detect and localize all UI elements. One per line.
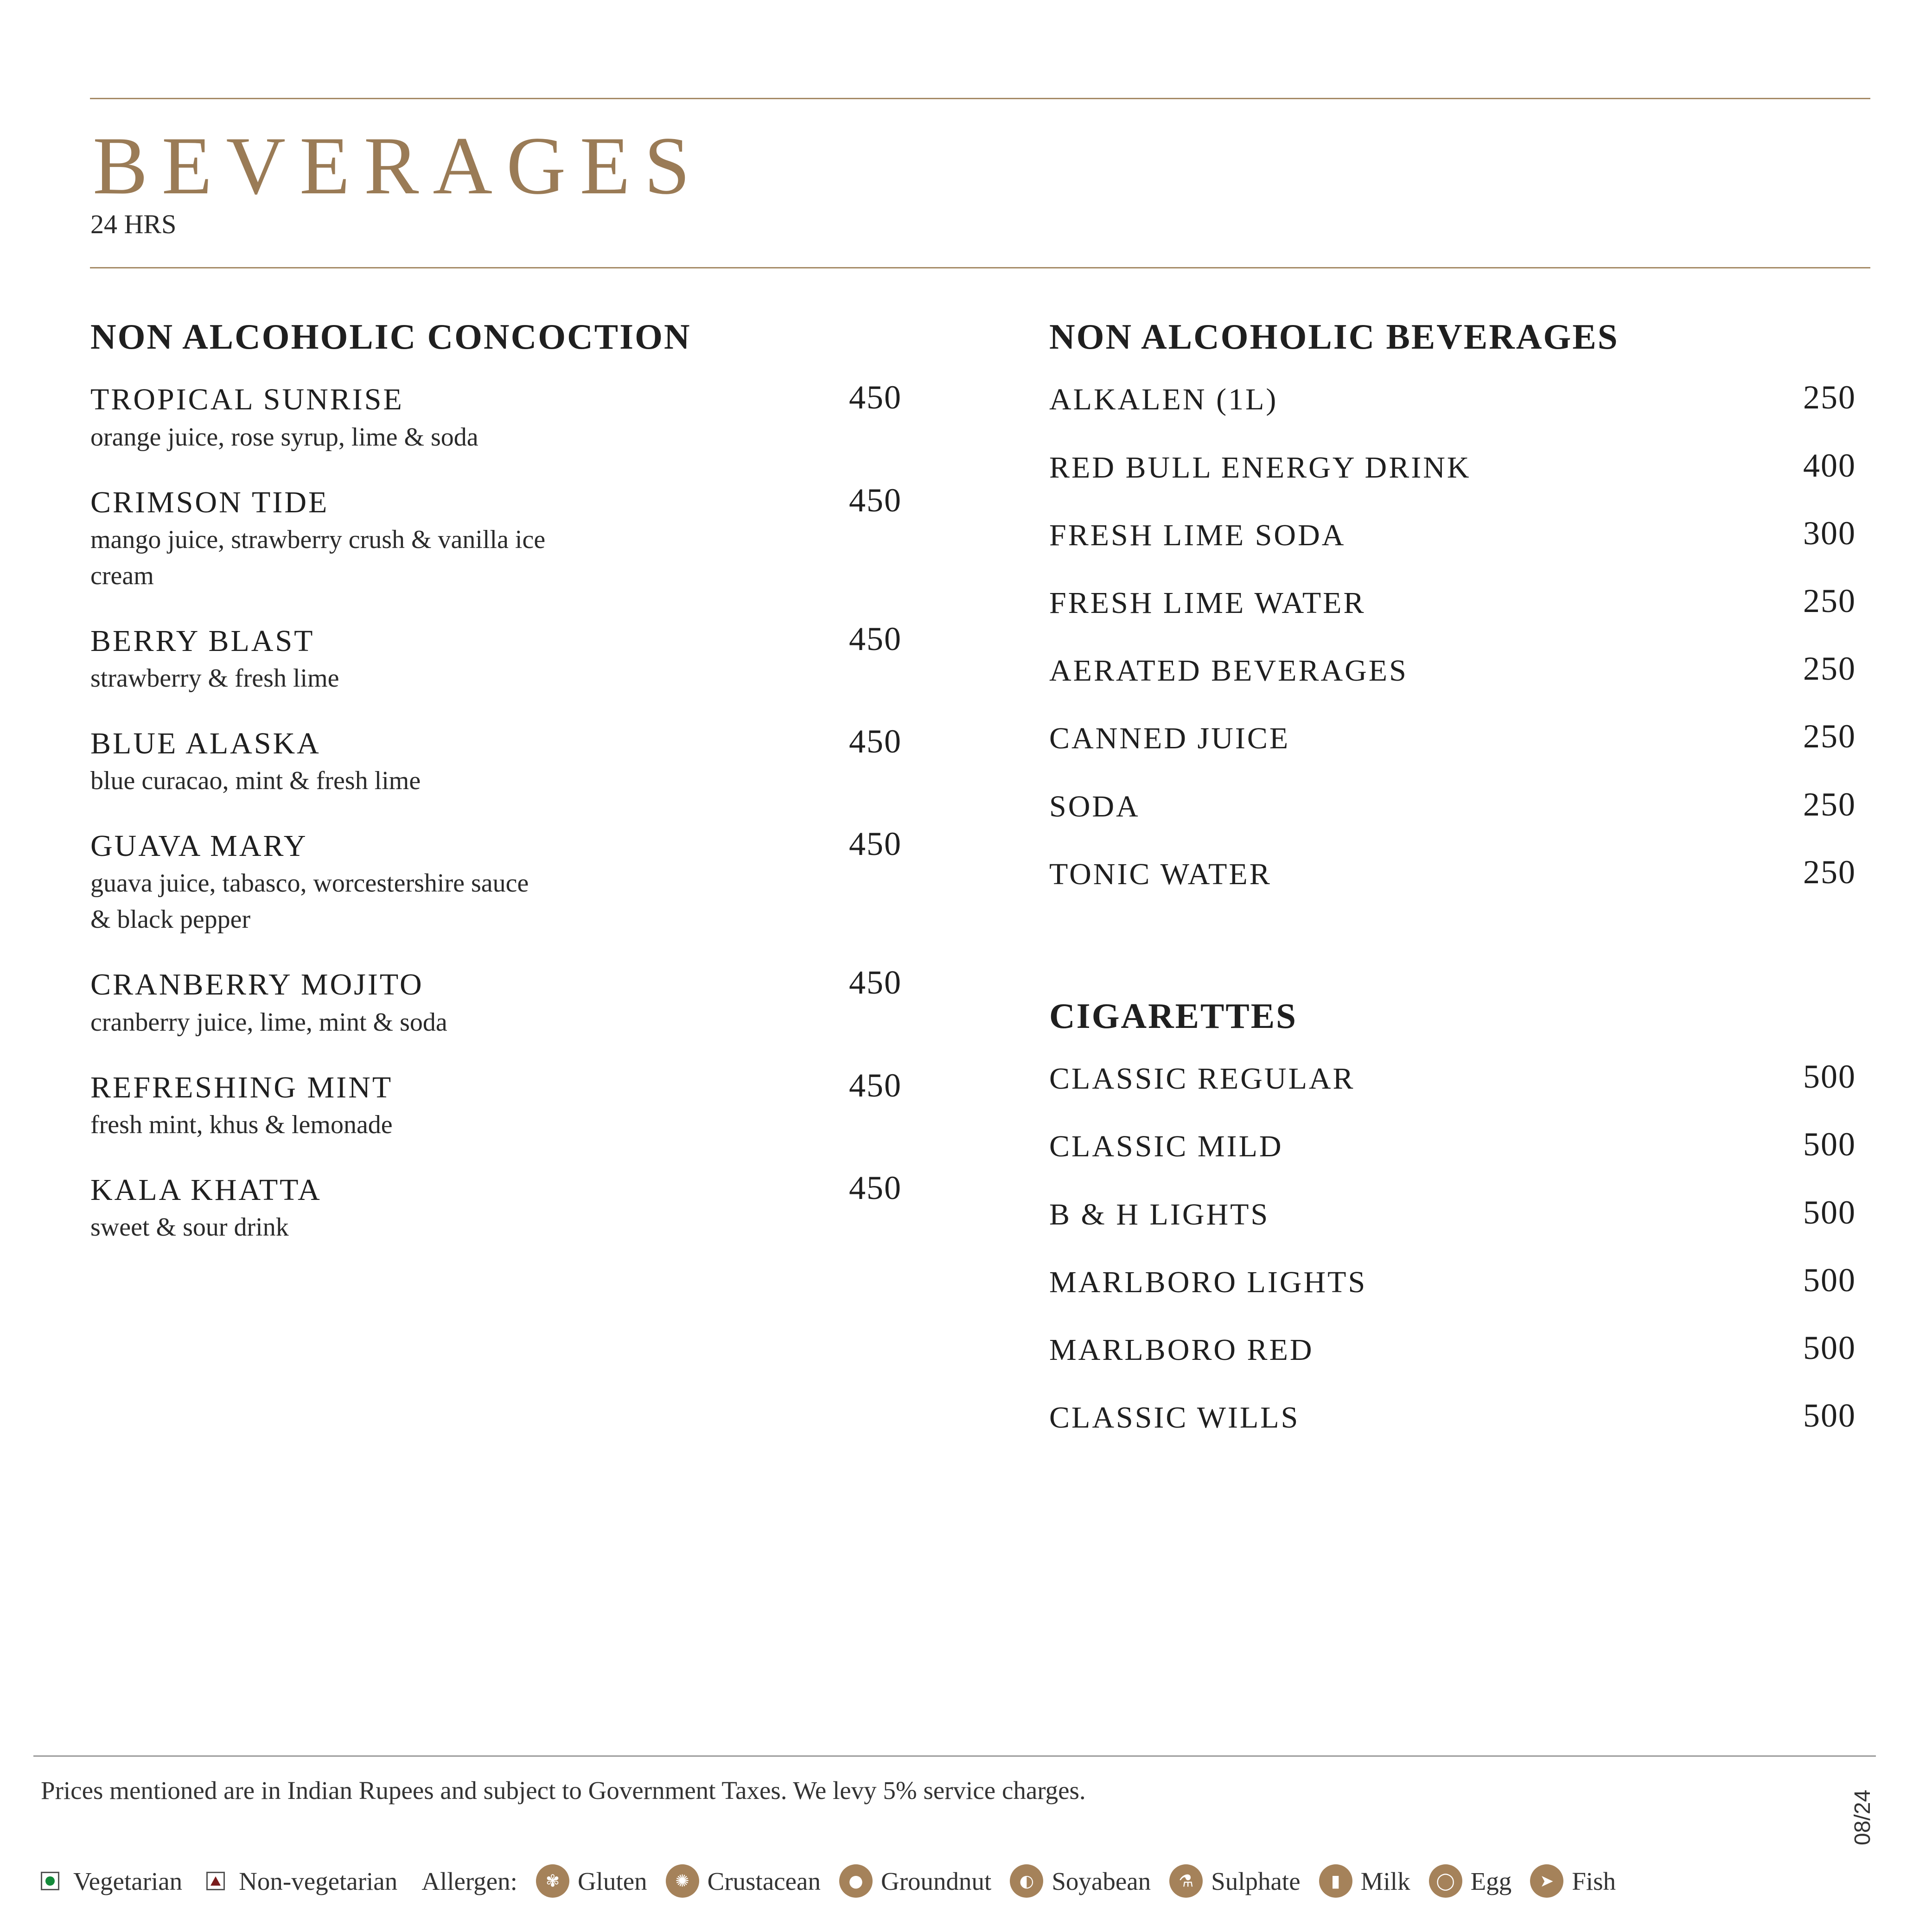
allergen-sulphate (1169, 1864, 1300, 1898)
menu-item-name: KALA KHATTA (90, 1173, 322, 1207)
groundnut-icon: ● (839, 1864, 873, 1898)
allergen-label: Soyabean (1052, 1867, 1151, 1895)
legend (41, 1865, 1634, 1897)
legend-nonveg-label: Non-vegetarian (239, 1867, 398, 1895)
left-column (90, 315, 902, 1274)
milk-icon: ▮ (1319, 1864, 1352, 1898)
menu-item-name: CANNED JUICE (1049, 721, 1290, 756)
soyabean-icon: ◐ (1010, 1864, 1043, 1898)
menu-item-description: orange juice, rose syrup, lime & soda (90, 422, 478, 452)
menu-item-description: guava juice, tabasco, worcestershire sauce & black pepper (90, 869, 529, 934)
legend-allergen-label: Allergen: (421, 1867, 517, 1895)
menu-item (90, 722, 902, 799)
menu-item-name: FRESH LIME SODA (1049, 518, 1346, 552)
footer-tax-note: Prices mentioned are in Indian Rupees and subject to Government Taxes. We levy 5% service charges. (41, 1776, 1086, 1804)
menu-item (1049, 785, 1856, 825)
menu-item-price: 450 (849, 481, 902, 519)
allergen-list (536, 1864, 1634, 1898)
legend-veg-label: Vegetarian (73, 1867, 183, 1895)
allergen-soyabean (1010, 1864, 1151, 1898)
menu-item (1049, 1329, 1856, 1368)
menu-item-price: 500 (1803, 1126, 1856, 1163)
menu-item-price: 450 (849, 825, 902, 863)
menu-item-price: 250 (1803, 650, 1856, 688)
menu-item (1049, 853, 1856, 893)
beverages-list (1049, 381, 1856, 893)
menu-item-name: CRANBERRY MOJITO (90, 968, 424, 1002)
legend-non-vegetarian (206, 1867, 397, 1896)
veg-mark-icon (41, 1872, 59, 1890)
menu-item-name: REFRESHING MINT (90, 1070, 393, 1104)
menu-item (90, 825, 902, 937)
menu-item (90, 1066, 902, 1143)
menu-item-name: MARLBORO LIGHTS (1049, 1265, 1367, 1299)
allergen-egg (1429, 1864, 1512, 1898)
menu-item-name: AERATED BEVERAGES (1049, 654, 1408, 688)
right-column (1049, 315, 1856, 1467)
menu-item-name: FRESH LIME WATER (1049, 586, 1366, 620)
menu-item (1049, 446, 1856, 486)
menu-item-price: 500 (1803, 1397, 1856, 1435)
allergen-crustacean (666, 1864, 821, 1898)
menu-item-name: TONIC WATER (1049, 857, 1272, 891)
menu-item-price: 450 (849, 1066, 902, 1104)
menu-item (90, 481, 902, 594)
menu-item (90, 381, 902, 455)
menu-item (1049, 720, 1856, 757)
allergen-gluten (536, 1864, 647, 1898)
menu-item (90, 966, 902, 1040)
menu-item-name: ALKALEN (1L) (1049, 383, 1278, 417)
menu-item-price: 450 (849, 1169, 902, 1206)
menu-item-price: 250 (1803, 379, 1856, 416)
allergen-label: Sulphate (1211, 1867, 1301, 1895)
menu-item (1049, 1399, 1856, 1436)
allergen-label: Milk (1360, 1867, 1410, 1895)
menu-item-description: blue curacao, mint & fresh lime (90, 766, 421, 796)
menu-item-price: 450 (849, 620, 902, 657)
menu-item-name: SODA (1049, 789, 1140, 823)
menu-item (1049, 1261, 1856, 1301)
allergen-groundnut (839, 1864, 991, 1898)
menu-item-description: mango juice, strawberry crush & vanilla ice cream (90, 525, 546, 590)
menu-item-price: 250 (1803, 582, 1856, 619)
menu-item-price: 500 (1803, 1193, 1856, 1231)
menu-item-name: CLASSIC REGULAR (1049, 1062, 1355, 1096)
page-subtitle: 24 HRS (90, 209, 177, 239)
menu-item-name: B & H LIGHTS (1049, 1197, 1270, 1231)
egg-icon: ◯ (1429, 1864, 1462, 1898)
menu-item (1049, 652, 1856, 689)
allergen-label: Crustacean (707, 1867, 821, 1895)
menu-item (90, 1169, 902, 1245)
menu-item-name: CRIMSON TIDE (90, 485, 329, 519)
menu-item (1049, 582, 1856, 621)
menu-item (1049, 381, 1856, 418)
menu-item-name: CLASSIC MILD (1049, 1129, 1283, 1164)
nonveg-mark-icon (206, 1872, 225, 1890)
menu-item-description: strawberry & fresh lime (90, 663, 339, 693)
menu-item-description: cranberry juice, lime, mint & soda (90, 1007, 447, 1037)
menu-item (1049, 1193, 1856, 1233)
menu-item-description: fresh mint, khus & lemonade (90, 1110, 393, 1139)
menu-item-price: 400 (1803, 446, 1856, 484)
menu-item-name: MARLBORO RED (1049, 1333, 1314, 1367)
menu-item-name: BLUE ALASKA (90, 726, 321, 760)
menu-item (1049, 1060, 1856, 1097)
menu-item-price: 250 (1803, 718, 1856, 755)
section-title-non-alcoholic-concoction: NON ALCOHOLIC CONCOCTION (90, 317, 691, 357)
footer-rule (33, 1755, 1876, 1757)
allergen-label: Egg (1470, 1867, 1512, 1895)
allergen-fish (1530, 1864, 1616, 1898)
section-title-cigarettes: CIGARETTES (1049, 995, 1297, 1036)
menu-item-price: 450 (849, 722, 902, 760)
page-title: BEVERAGES (93, 120, 704, 211)
menu-item-price: 300 (1803, 514, 1856, 552)
menu-item-name: TROPICAL SUNRISE (90, 383, 404, 417)
menu-item-description: sweet & sour drink (90, 1212, 289, 1242)
fish-icon: ➤ (1530, 1864, 1563, 1898)
menu-item-name: GUAVA MARY (90, 829, 308, 863)
allergen-label: Fish (1572, 1867, 1616, 1895)
allergen-label: Groundnut (880, 1867, 992, 1895)
allergen-label: Gluten (577, 1867, 647, 1895)
legend-vegetarian (41, 1867, 182, 1896)
concoction-list (90, 381, 902, 1245)
menu-item-price: 450 (849, 964, 902, 1001)
menu-item-price: 500 (1803, 1261, 1856, 1299)
menu-item-price: 500 (1803, 1058, 1856, 1096)
menu-item-price: 250 (1803, 785, 1856, 823)
menu-item-price: 450 (849, 379, 902, 416)
page-number: 08/24 (1850, 1789, 1875, 1845)
menu-item-name: BERRY BLAST (90, 624, 315, 658)
menu-item-price: 250 (1803, 853, 1856, 891)
menu-item-name: CLASSIC WILLS (1049, 1401, 1300, 1435)
allergen-milk (1319, 1864, 1410, 1898)
header-bottom-rule (90, 267, 1870, 268)
header-top-rule (90, 98, 1870, 99)
menu-item-name: RED BULL ENERGY DRINK (1049, 450, 1471, 485)
sulphate-icon: ⚗ (1169, 1864, 1203, 1898)
menu-item-price: 500 (1803, 1329, 1856, 1367)
gluten-icon: ✾ (536, 1864, 569, 1898)
section-title-non-alcoholic-beverages: NON ALCOHOLIC BEVERAGES (1049, 317, 1619, 357)
menu-item (1049, 514, 1856, 554)
cigarettes-list (1049, 1060, 1856, 1436)
menu-item (1049, 1128, 1856, 1165)
menu-item (90, 620, 902, 696)
crustacean-icon: ✺ (666, 1864, 699, 1898)
